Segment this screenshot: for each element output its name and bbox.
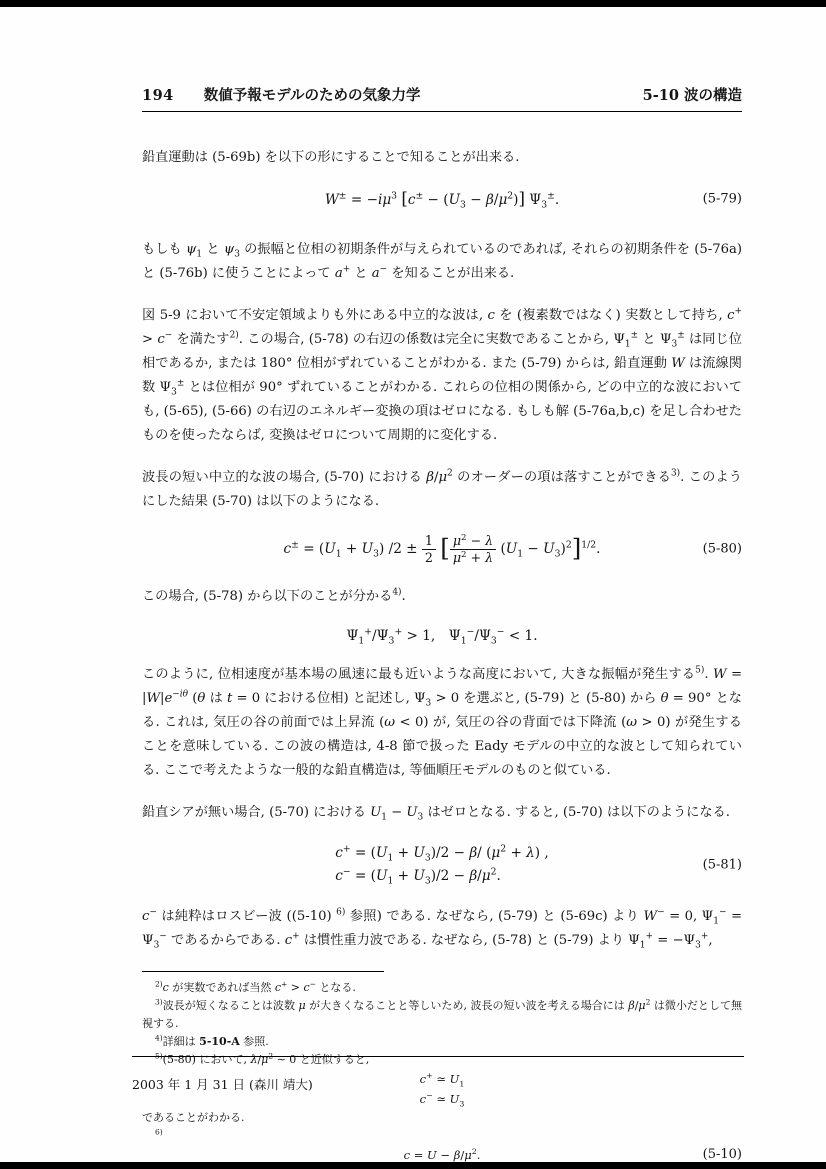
- equation-5-80-tag: (5-80): [702, 541, 742, 557]
- page-footer: [132, 1056, 744, 1093]
- equation-5-80: [142, 531, 742, 568]
- paragraph-phase-speed: このように, 位相速度が基本場の風速に最も近いような高度において, 大きな振幅が発生する$^{5)}$. $W = |W|e^{-i\theta}$ (θ は t = 0 における位相) と記述し, $\Psi_3 > 0$ を選ぶと, (5-79) と (5-80) から θ = 90° となる. これは, 気圧の谷の前面では上昇流 (ω < 0) が, 気圧の谷の背面では下降流 (ω > 0) が発生することを意味している. この波の構造は, 4-8 節で扱った Eady モデルの中立的な波として知られている. ここで考えたような一般的な鉛直構造は, 等価順圧モデルのものと似ている.: [142, 665, 743, 778]
- equation-5-81-math: [335, 842, 549, 888]
- display-psi-ratios-math: $\Psi_1^+/\Psi_3^+ > 1$, $\Psi_1^-/\Psi_3^- < 1$.: [346, 626, 538, 647]
- book-title: 数値予報モデルのための気象力学: [203, 87, 421, 104]
- paragraph-vertical-motion: 鉛直運動は (5-69b) を以下の形にすることで知ることが出来る.: [142, 150, 520, 165]
- scan-edge-top: [0, 0, 826, 7]
- footer-date: 2003 年 1 月 31 日 (森川 靖大): [132, 1077, 313, 1092]
- footnote-5-intro: $^{5)}$(5-80) において, $\lambda/\mu^2$ ∼ 0 と近似すると,: [155, 1051, 370, 1067]
- equation-5-79-math: $W^\pm = -i\mu^3$ $[c^\pm - (U_3 - \beta/\mu^2)]$ $\Psi_3^\pm$.: [324, 189, 560, 211]
- footnote-6-equation: [142, 1145, 742, 1165]
- paragraph-initial-conditions: もしも $\psi_1$ と $\psi_3$ の振幅と位相の初期条件が与えられているのであれば, それらの初期条件を (5-76a) と (5-76b) に使うことによって a+ と a− を知ることが出来る.: [142, 241, 742, 281]
- paragraph-no-shear: 鉛直シアが無い場合, (5-70) における $U_1 - U_3$ はゼロとなる. すると, (5-70) は以下のようになる.: [142, 805, 730, 823]
- footnote-5-outro: であることがわかる.: [142, 1111, 245, 1125]
- footnote-rule: [142, 971, 384, 972]
- footnote-5-eq1: c+ ≃ $U_1$: [419, 1071, 465, 1089]
- page-content: [142, 84, 742, 1165]
- footnote-2: $^{2)}$c が実数であれば当然 c+ > c− となる.: [155, 979, 356, 995]
- equation-5-80-math: $c^\pm = (U_1 + U_3) /2$ ± $\frac{1}{2}$ [ $\frac{\mu^2 - \lambda}{\mu^2 + \lambda}$ $(U_1 - U_3)^2]^{1/2}$.: [283, 532, 601, 566]
- equation-5-10-math: $c = U - \beta/\mu^2$.: [403, 1147, 481, 1163]
- equation-5-79: [142, 187, 742, 212]
- paragraph-neutral-waves: 図 5-9 において不安定領域よりも外にある中立的な波は, c を (複素数ではなく) 実数として持ち, c+ > c− を満たす$^{2)}$. この場合, (5-78) の右辺の係数は完全に実数であることから, $\Psi_1^\pm$ と $\Psi_3^\pm$ は同じ位相であるか, または 180° 位相がずれていることがわかる. また (5-79) からは, 鉛直運動 W は流線関数 $\Psi_3^\pm$ とは位相が 90° ずれていることがわかる. これらの位相の関係から, どの中立的な波においても, (5-65), (5-66) の右辺のエネルギー変換の項はゼロになる. もしも解 (5-76a,b,c) を足し合わせたものを使ったならば, 変換はゼロについて周期的に変化する.: [142, 306, 742, 443]
- equation-5-81-tag: (5-81): [702, 857, 742, 873]
- footnote-5-eq2: c− ≃ $U_3$: [419, 1091, 465, 1109]
- equation-5-79-tag: (5-79): [702, 191, 742, 207]
- paragraph-from-5-78: この場合, (5-78) から以下のことが分かる$^{4)}$.: [142, 587, 406, 604]
- section-title: 5-10 波の構造: [642, 87, 742, 104]
- running-header: [142, 84, 742, 112]
- equation-5-81: [142, 842, 742, 888]
- footnote-4: $^{4)}$詳細は 5-10-A 参照.: [155, 1033, 269, 1049]
- display-psi-ratios: [142, 626, 742, 646]
- paragraph-rossby-gravity: c− は純粋はロスビー波 ((5-10) $^{6)}$ 参照) である. なぜなら, (5-79) と (5-69c) より W− = 0, $\Psi_1^- = \Psi_3^-$ であるからである. c+ は慣性重力波である. なぜなら, (5-78) と (5-79) より $\Psi_1^+ = -\Psi_3^+$,: [142, 907, 742, 951]
- paragraph-short-wavelength: 波長の短い中立的な波の場合, (5-70) における $\beta/\mu^2$ のオーダーの項は落すことができる$^{3)}$. このようにした結果 (5-70) は以下のようになる.: [142, 468, 742, 509]
- footnote-6-marker: 6): [155, 1127, 163, 1137]
- equation-5-81-line1: $c^+ = (U_1 + U_3)/2 - \beta/$ $(\mu^2 + \lambda)$ ,: [335, 843, 549, 864]
- equation-5-10-tag: (5-10): [702, 1147, 742, 1163]
- page-number: 194: [142, 87, 174, 104]
- equation-5-81-line2: $c^- = (U_1 + U_3)/2 - \beta/\mu^2$.: [335, 866, 501, 887]
- footnote-3: $^{3)}$波長が短くなることは波数 μ が大きくなることと等しいため, 波長の短い波を考える場合には $\beta/\mu^2$ は微小だとして無視する.: [142, 997, 743, 1031]
